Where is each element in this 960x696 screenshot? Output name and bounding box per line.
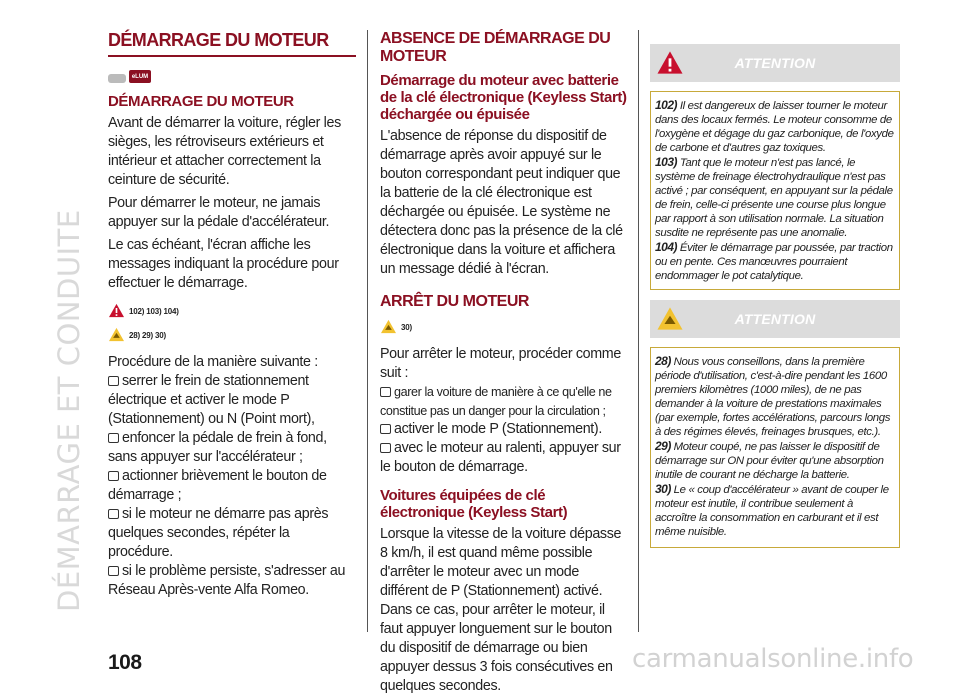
step-item: enfoncer la pédale de frein à fond, sans appuyer sur l'accélérateur ; bbox=[108, 430, 327, 465]
subsection-title: Voitures équipées de clé électronique (Keyless Start) bbox=[380, 487, 568, 521]
watermark: carmanualsonline.info bbox=[632, 644, 914, 674]
attention-item: 104) Éviter le démarrage par poussée, par traction ou en pente. Ces manœuvres pourraient endommager le pot catalytique. bbox=[655, 240, 893, 282]
checkbox-icon bbox=[380, 424, 391, 434]
attention-item: 102) Il est dangereux de laisser tourner le moteur dans des locaux fermés. Le moteur consomme de l'oxygène et dégage du gaz carbonique, de l'oxyde de carbone et d'autres gaz toxiques. bbox=[655, 98, 894, 154]
section-title: ABSENCE DE DÉMARRAGE DU MOTEUR bbox=[380, 30, 611, 65]
checkbox-icon bbox=[108, 376, 119, 386]
attention-refs: 30) bbox=[401, 323, 412, 332]
column-3 bbox=[650, 44, 900, 548]
attention-box bbox=[650, 347, 900, 548]
key-icon bbox=[108, 74, 126, 83]
warning-reference bbox=[108, 303, 356, 323]
yellow-warning-icon bbox=[656, 306, 684, 331]
attention-item: 29) Moteur coupé, ne pas laisser le dispositif de démarrage sur ON pour éviter qu'une absorption inutile de courant ne décharge la batterie. bbox=[655, 439, 884, 481]
checkbox-icon bbox=[108, 509, 119, 519]
attention-item: 30) Le « coup d'accélérateur » avant de couper le moteur est inutile, il contribue seulement à accroître la consommation en carburant et il est même nuisible. bbox=[655, 482, 889, 538]
column-2 bbox=[380, 30, 630, 696]
checkbox-icon bbox=[380, 443, 391, 453]
warning-refs: 102) 103) 104) bbox=[129, 307, 179, 316]
yellow-warning-icon bbox=[380, 319, 397, 334]
attention-refs: 28) 29) 30) bbox=[129, 331, 166, 340]
side-section-title: DÉMARRAGE ET CONDUITE bbox=[52, 209, 86, 612]
paragraph: Pour arrêter le moteur, procéder comme suit : bbox=[380, 346, 621, 381]
checkbox-icon bbox=[108, 566, 119, 576]
attention-item: 103) Tant que le moteur n'est pas lancé, le système de freinage électrohydraulique n'est pas activé ; par conséquent, en appuyant sur la pédale de frein, celle-ci présente une course plus longue par rapport à son utilisation normale. La situation susdite ne représente pas une anomalie. bbox=[655, 155, 893, 239]
attention-reference bbox=[380, 319, 630, 339]
checkbox-icon bbox=[108, 433, 119, 443]
key-badge-icon bbox=[108, 67, 356, 83]
column-1 bbox=[108, 30, 356, 600]
attention-header bbox=[650, 300, 900, 338]
paragraph: Le cas échéant, l'écran affiche les messages indiquant la procédure pour effectuer le démarrage. bbox=[108, 237, 339, 291]
page-number: 108 bbox=[108, 651, 142, 674]
column-divider bbox=[638, 30, 639, 632]
attention-header bbox=[650, 44, 900, 82]
attention-item: 28) Nous vous conseillons, dans la première période d'utilisation, c'est-à-dire pendant les 1600 premiers kilomètres (1000 miles), de ne pas demander à la voiture de prestations maximales (par exemple, fortes accélérations, parcours longs à des régimes élevés, freinages brusques, etc.). bbox=[655, 354, 891, 438]
section-title: DÉMARRAGE DU MOTEUR bbox=[108, 30, 356, 57]
steps-intro: Procédure de la manière suivante : bbox=[108, 354, 318, 370]
red-warning-icon bbox=[108, 303, 125, 318]
step-item: garer la voiture de manière à ce qu'elle ne constitue pas un danger pour la circulation ; bbox=[380, 385, 612, 418]
paragraph: Pour démarrer le moteur, ne jamais appuyer sur la pédale d'accélérateur. bbox=[108, 195, 330, 230]
checkbox-icon bbox=[108, 471, 119, 481]
step-item: avec le moteur au ralenti, appuyer sur le bouton de démarrage. bbox=[380, 440, 621, 475]
step-item: si le problème persiste, s'adresser au Réseau Après-vente Alfa Romeo. bbox=[108, 563, 346, 598]
paragraph: Lorsque la vitesse de la voiture dépasse 8 km/h, il est quand même possible d'arrêter le moteur avec un mode différent de P (Stationnement) activé. Dans ce cas, pour arrêter le moteur, il faut appuyer longuement sur le bouton du dispositif de démarrage ou bien appuyer dessus 3 fois consécutives en quelques secondes. bbox=[380, 526, 622, 694]
red-warning-icon bbox=[656, 50, 684, 75]
step-item: si le moteur ne démarre pas après quelques secondes, répéter la procédure. bbox=[108, 506, 329, 560]
elum-badge: eLUM bbox=[129, 70, 151, 83]
attention-box bbox=[650, 91, 900, 290]
attention-title: ATTENTION bbox=[734, 311, 816, 327]
step-item: activer le mode P (Stationnement). bbox=[380, 420, 630, 439]
step-item: serrer le frein de stationnement électrique et activer le mode P (Stationnement) ou N (Point mort), bbox=[108, 373, 315, 427]
subsection-title: Démarrage du moteur avec batterie de la clé électronique (Keyless Start) déchargée ou épuisée bbox=[380, 72, 627, 123]
paragraph: L'absence de réponse du dispositif de démarrage après avoir appuyé sur le bouton correspondant peut indiquer que la batterie de la clé électronique est déchargée ou épuisée. Le système ne détectera donc pas la présence de la clé électronique dans la voiture et affichera un message dédié à l'écran. bbox=[380, 128, 623, 277]
yellow-warning-icon bbox=[108, 327, 125, 342]
subsection-title: DÉMARRAGE DU MOTEUR bbox=[108, 93, 294, 110]
paragraph: Avant de démarrer la voiture, régler les sièges, les rétroviseurs extérieurs et intérieur et attacher correctement la ceinture de sécurité. bbox=[108, 115, 341, 188]
attention-reference bbox=[108, 327, 356, 347]
step-item: actionner brièvement le bouton de démarrage ; bbox=[108, 468, 327, 503]
attention-title: ATTENTION bbox=[734, 55, 816, 71]
section-title: ARRÊT DU MOTEUR bbox=[380, 293, 529, 310]
column-divider bbox=[367, 30, 368, 632]
checkbox-icon bbox=[380, 387, 391, 397]
